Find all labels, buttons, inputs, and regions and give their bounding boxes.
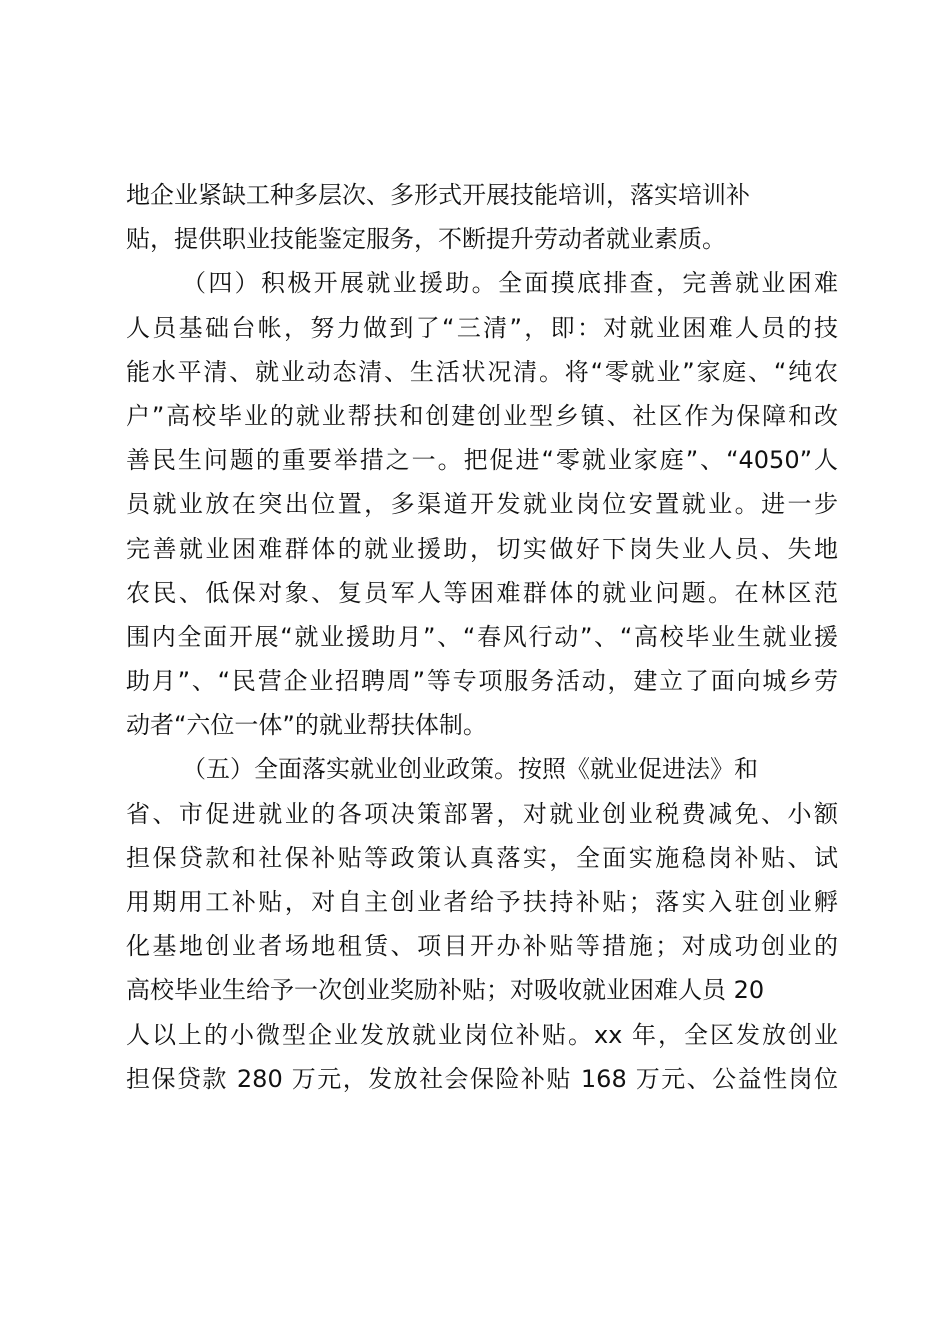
body-text bbox=[126, 173, 838, 1101]
text-line: 担保贷款 280 万元，发放社会保险补贴 168 万元、公益性岗位 bbox=[126, 1064, 838, 1093]
paragraph-first-line: （五）全面落实就业创业政策。按照《就业促进法》和 bbox=[182, 755, 758, 784]
text-line: 员就业放在突出位置，多渠道开发就业岗位安置就业。进一步 bbox=[126, 490, 838, 519]
text-line: 人员基础台帐，努力做到了“三清”，即：对就业困难人员的技 bbox=[126, 313, 838, 342]
text-line: 担保贷款和社保补贴等政策认真落实，全面实施稳岗补贴、试 bbox=[126, 843, 838, 872]
text-line: 农民、低保对象、复员军人等困难群体的就业问题。在林区范 bbox=[126, 578, 838, 607]
text-line: 能水平清、就业动态清、生活状况清。将“零就业”家庭、“纯农 bbox=[126, 357, 838, 386]
text-line: 完善就业困难群体的就业援助，切实做好下岗失业人员、失地 bbox=[126, 534, 838, 563]
text-line: 省、市促进就业的各项决策部署，对就业创业税费减免、小额 bbox=[126, 799, 838, 828]
text-line: 人以上的小微型企业发放就业岗位补贴。xx 年，全区发放创业 bbox=[126, 1020, 838, 1049]
text-line: 助月”、“民营企业招聘周”等专项服务活动，建立了面向城乡劳 bbox=[126, 667, 838, 696]
text-line: 地企业紧缺工种多层次、多形式开展技能培训，落实培训补 bbox=[126, 181, 750, 209]
text-line: 贴，提供职业技能鉴定服务，不断提升劳动者就业素质。 bbox=[126, 225, 726, 254]
text-line: 化基地创业者场地租赁、项目开办补贴等措施；对成功创业的 bbox=[126, 932, 838, 961]
text-line: 动者“六位一体”的就业帮扶体制。 bbox=[126, 711, 487, 740]
text-line: 用期用工补贴，对自主创业者给予扶持补贴；落实入驻创业孵 bbox=[126, 888, 838, 916]
text-line: 高校毕业生给予一次创业奖励补贴；对吸收就业困难人员 20 bbox=[126, 976, 765, 1005]
text-line: 户”高校毕业的就业帮扶和创建创业型乡镇、社区作为保障和改 bbox=[126, 401, 838, 430]
text-line: 围内全面开展“就业援助月”、“春风行动”、“高校毕业生就业援 bbox=[126, 622, 838, 651]
text-line: 善民生问题的重要举措之一。把促进“零就业家庭”、“4050”人 bbox=[126, 446, 838, 475]
paragraph-first-line: （四）积极开展就业援助。全面摸底排查，完善就业困难 bbox=[182, 269, 838, 298]
